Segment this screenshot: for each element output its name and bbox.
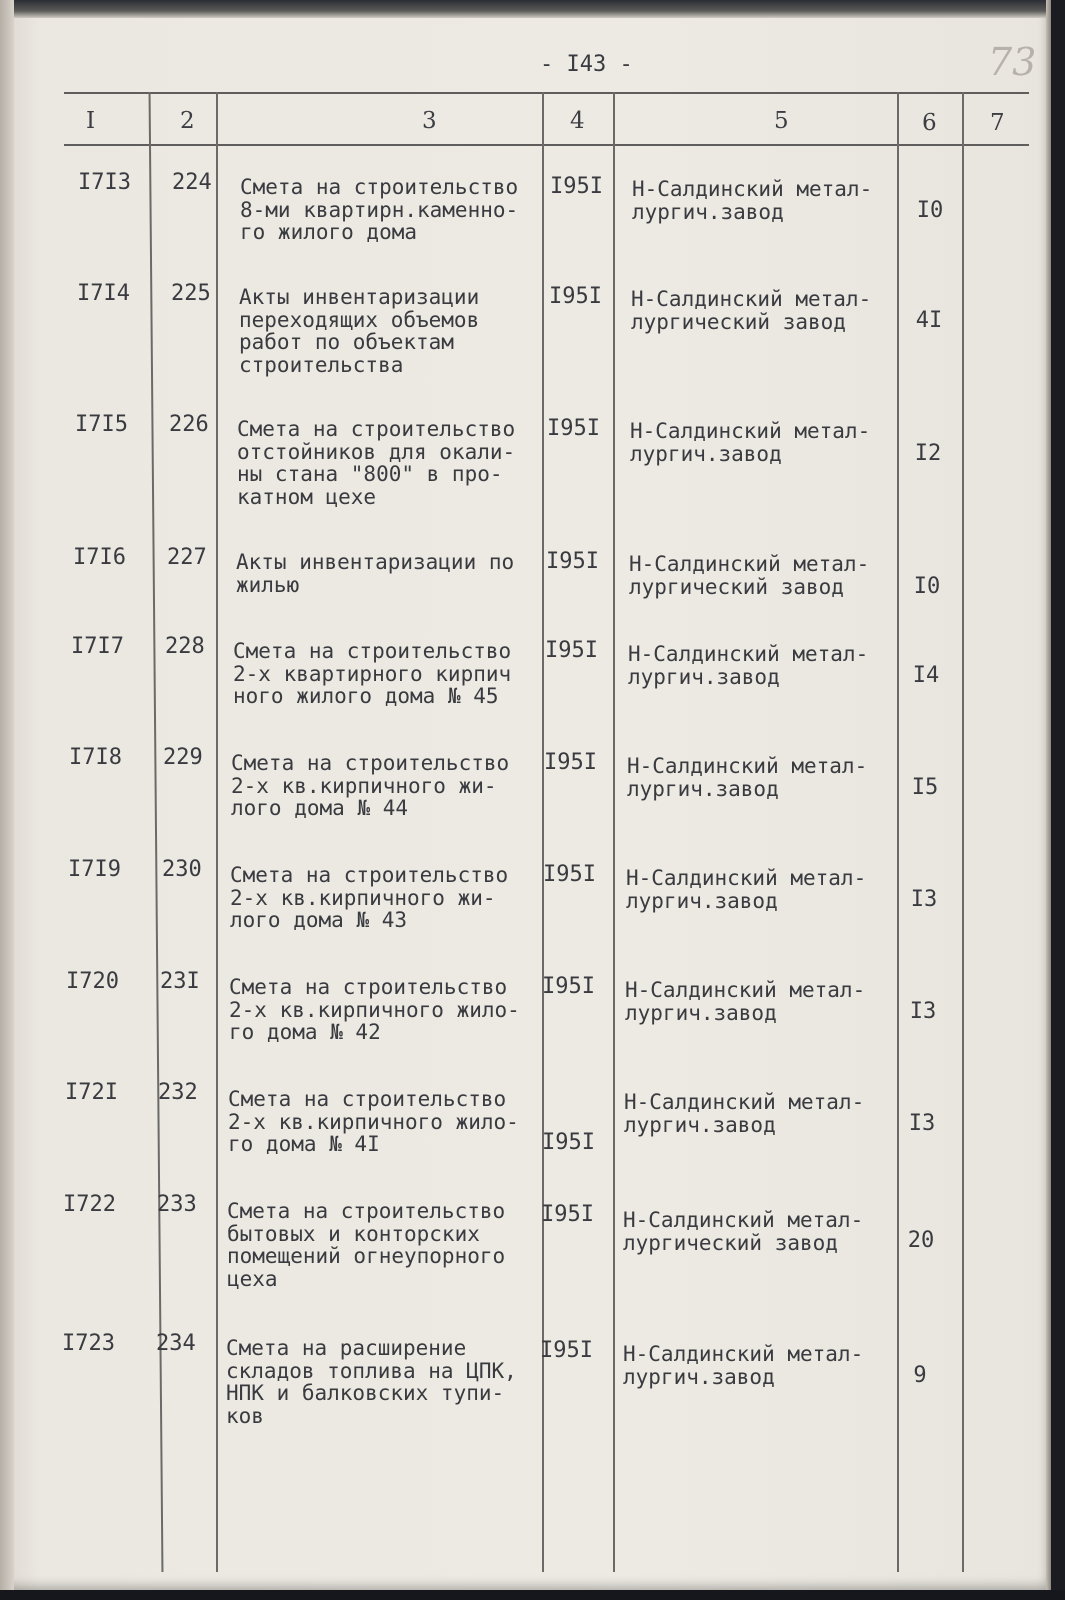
inventory-number: 23I	[160, 969, 200, 994]
column-header-5: 5	[774, 108, 789, 134]
record-year: I95I	[547, 416, 600, 441]
column-rule-6	[962, 92, 964, 1572]
record-organization: Н-Салдинский метал- лургич.завод	[630, 419, 871, 466]
scan-top-edge	[0, 0, 1052, 18]
record-year: I95I	[540, 1338, 593, 1363]
record-title: Смета на строительство бытовых и конторских помещений огнеупорного цеха	[227, 1199, 506, 1291]
record-number: I720	[66, 969, 119, 994]
record-number: I72I	[65, 1080, 118, 1105]
inventory-number: 224	[172, 170, 212, 195]
record-title: Смета на строительство отстойников для окали- ны стана "800" в про- катном цехе	[237, 417, 516, 509]
column-header-1: I	[86, 108, 96, 134]
record-title: Смета на строительство 2-х кв.кирпичного жи- лого дома № 43	[230, 863, 509, 932]
inventory-number: 234	[156, 1331, 196, 1356]
record-title: Смета на строительство 2-х кв.кирпичного жи- лого дома № 44	[231, 751, 510, 820]
table-top-rule	[64, 92, 1029, 94]
page-number: - I43 -	[540, 52, 633, 77]
sheet-count: I3	[909, 999, 937, 1024]
record-organization: Н-Салдинский метал- лургич.завод	[623, 1342, 864, 1389]
sheet-count: I5	[911, 775, 939, 800]
inventory-number: 233	[157, 1192, 197, 1217]
record-title: Смета на расширение складов топлива на ЦПК, НПК и балковских тупи- ков	[226, 1336, 517, 1428]
record-title: Акты инвентаризации переходящих объемов работ по объектам строительства	[239, 285, 480, 377]
sheet-count: I3	[910, 887, 938, 912]
record-number: I722	[63, 1192, 116, 1217]
column-header-4: 4	[570, 108, 585, 134]
record-year: I95I	[549, 284, 602, 309]
record-number: I7I7	[71, 634, 124, 659]
record-number: I7I8	[69, 745, 122, 770]
record-organization: Н-Салдинский метал- лургич.завод	[625, 978, 866, 1025]
sheet-count: I0	[916, 198, 944, 223]
record-number: I7I3	[78, 170, 131, 195]
record-number: I7I6	[73, 545, 126, 570]
inventory-number: 228	[165, 634, 205, 659]
column-rule-2	[216, 92, 218, 1572]
scan-bottom-edge	[0, 1590, 1065, 1600]
scan-right-edge	[1046, 0, 1065, 1600]
sheet-count: 4I	[915, 308, 943, 333]
sheet-count: I0	[913, 574, 941, 599]
sheet-count: I2	[914, 441, 942, 466]
column-header-2: 2	[180, 108, 195, 134]
record-organization: Н-Салдинский метал- лургич.завод	[624, 1090, 865, 1137]
record-year: I95I	[542, 1130, 595, 1155]
record-year: I95I	[550, 174, 603, 199]
record-title: Акты инвентаризации по жилью	[236, 550, 515, 597]
column-header-7: 7	[990, 110, 1005, 136]
column-rule-4	[613, 92, 615, 1572]
sheet-count: I4	[912, 663, 940, 688]
inventory-number: 226	[169, 412, 209, 437]
inventory-number: 227	[167, 545, 207, 570]
inventory-number: 230	[162, 857, 202, 882]
record-year: I95I	[546, 549, 599, 574]
column-header-6: 6	[922, 110, 937, 136]
record-number: I723	[62, 1331, 115, 1356]
header-bottom-rule	[64, 144, 1029, 146]
inventory-number: 225	[171, 281, 211, 306]
record-number: I7I4	[77, 281, 130, 306]
inventory-number: 232	[158, 1080, 198, 1105]
sheet-count: I3	[908, 1111, 936, 1136]
record-title: Смета на строительство 2-х кв.кирпичного жило- го дома № 4I	[228, 1087, 519, 1156]
record-number: I7I9	[68, 857, 121, 882]
inventory-number: 229	[163, 745, 203, 770]
record-organization: Н-Салдинский метал- лургич.завод	[627, 754, 868, 801]
sheet-count: 20	[907, 1228, 935, 1253]
record-year: I95I	[545, 638, 598, 663]
record-organization: Н-Салдинский метал- лургический завод	[623, 1208, 864, 1255]
column-header-3: 3	[422, 108, 437, 134]
record-organization: Н-Салдинский метал- лургич.завод	[628, 642, 869, 689]
sheet-count: 9	[913, 1363, 927, 1388]
record-year: I95I	[543, 862, 596, 887]
record-organization: Н-Салдинский метал- лургич.завод	[626, 866, 867, 913]
record-year: I95I	[541, 1202, 594, 1227]
page-binding	[0, 0, 14, 1590]
record-organization: Н-Салдинский метал- лургический завод	[631, 287, 872, 334]
record-organization: Н-Салдинский метал- лургический завод	[629, 552, 870, 599]
record-number: I7I5	[75, 412, 128, 437]
folio-mark: 73	[988, 40, 1037, 84]
record-title: Смета на строительство 2-х квартирного кирпич ного жилого дома № 45	[233, 639, 512, 708]
record-year: I95I	[544, 750, 597, 775]
record-title: Смета на строительство 8-ми квартирн.каменно- го жилого дома	[240, 175, 519, 244]
record-organization: Н-Салдинский метал- лургич.завод	[632, 177, 873, 224]
record-title: Смета на строительство 2-х кв.кирпичного жило- го дома № 42	[229, 975, 520, 1044]
record-year: I95I	[542, 974, 595, 999]
